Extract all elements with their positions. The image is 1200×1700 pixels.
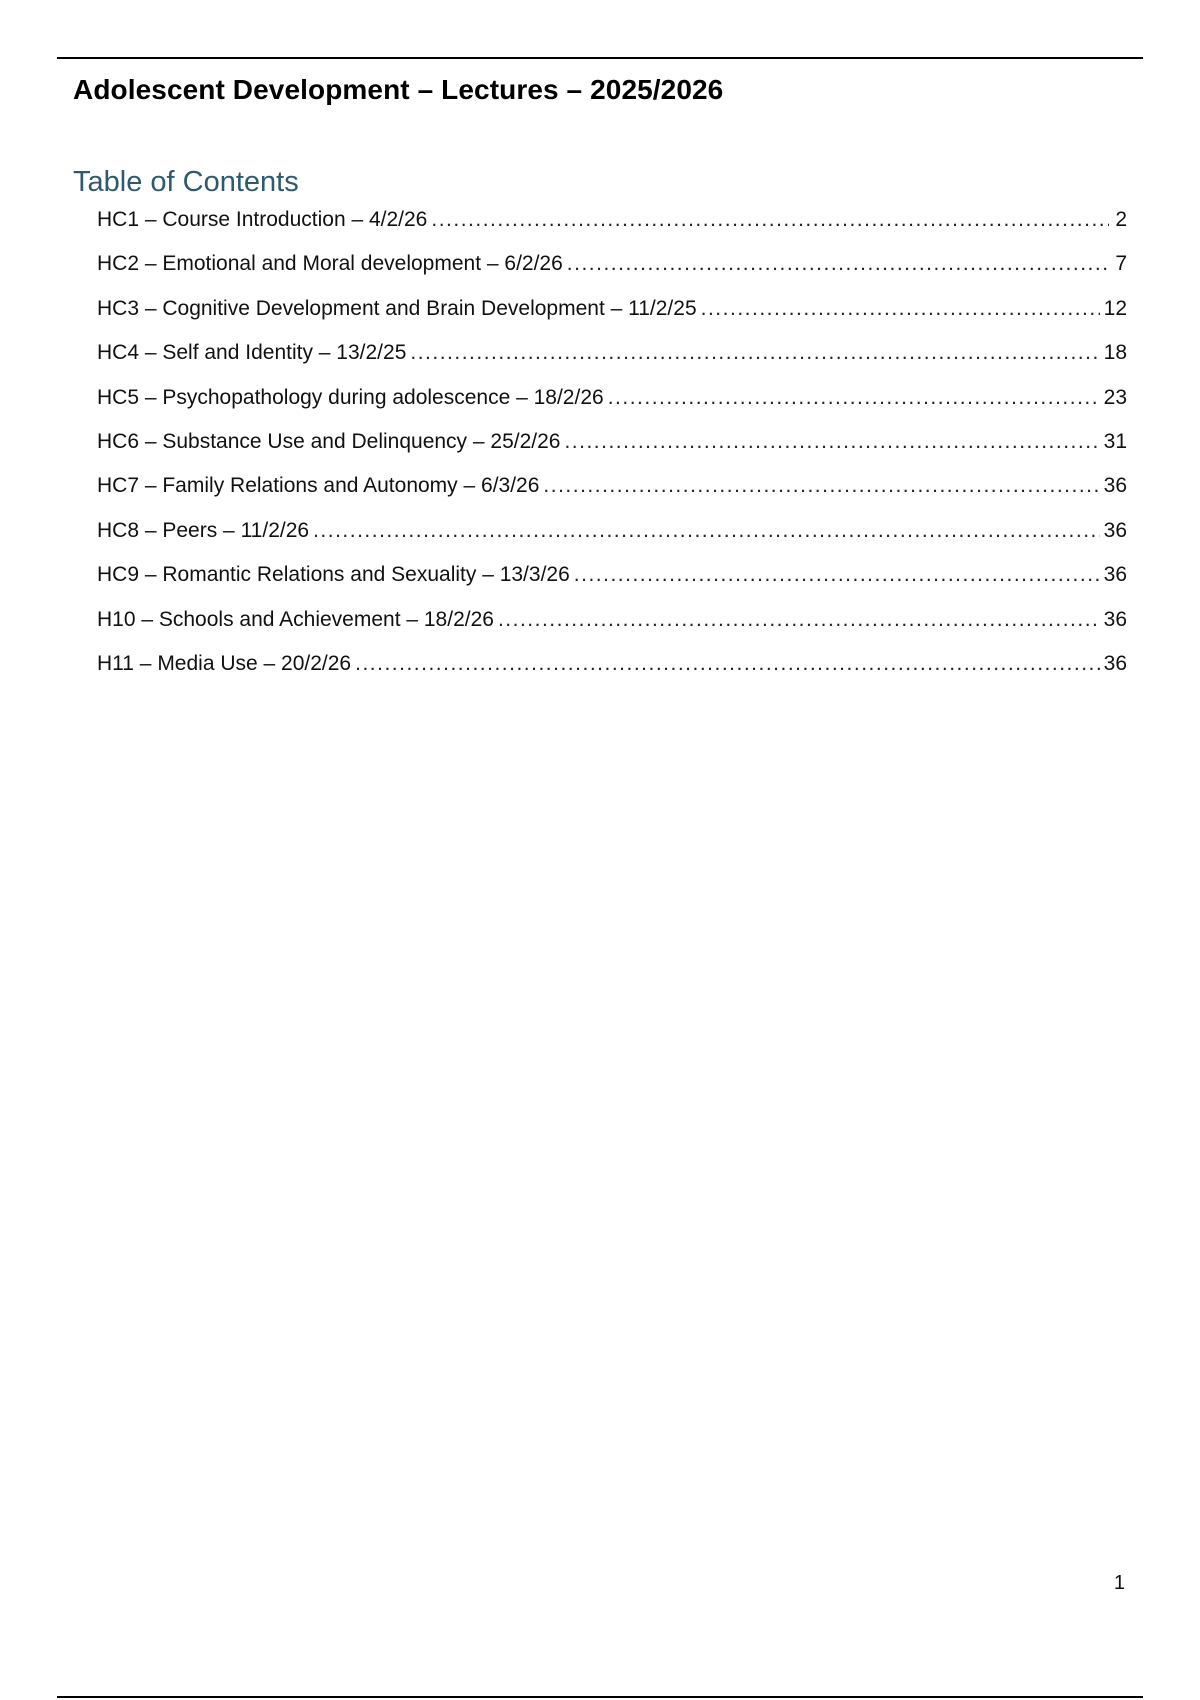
toc-entry-label: H11 – Media Use – 20/2/26 xyxy=(97,651,352,675)
toc-entry-h10[interactable] xyxy=(97,608,1127,652)
toc-entry-h11[interactable] xyxy=(97,652,1127,696)
table-of-contents xyxy=(97,208,1127,696)
toc-dot-leader xyxy=(567,252,1109,276)
toc-entry-label: HC8 – Peers – 11/2/26 xyxy=(97,518,310,542)
bottom-border-rule xyxy=(57,1696,1143,1698)
toc-entry-page: 31 xyxy=(1103,429,1127,453)
toc-dot-leader xyxy=(313,519,1100,543)
toc-entry-hc4[interactable] xyxy=(97,341,1127,385)
toc-entry-page: 18 xyxy=(1103,341,1127,365)
toc-entry-label: HC3 – Cognitive Development and Brain Development – 11/2/25 xyxy=(97,296,697,320)
toc-dot-leader xyxy=(355,652,1100,676)
top-border-rule xyxy=(57,57,1143,59)
toc-dot-leader xyxy=(608,386,1100,410)
toc-entry-page: 36 xyxy=(1103,474,1127,498)
toc-entry-label: H10 – Schools and Achievement – 18/2/26 xyxy=(97,607,494,631)
toc-entry-page: 12 xyxy=(1103,296,1127,320)
toc-entry-page: 23 xyxy=(1103,385,1127,409)
toc-entry-hc2[interactable] xyxy=(97,252,1127,296)
toc-entry-hc9[interactable] xyxy=(97,563,1127,607)
toc-entry-label: HC2 – Emotional and Moral development – 6/2/26 xyxy=(97,252,563,276)
toc-entry-page: 36 xyxy=(1103,607,1127,631)
toc-entry-label: HC9 – Romantic Relations and Sexuality – 13/3/26 xyxy=(97,563,570,587)
toc-entry-label: HC5 – Psychopathology during adolescence – 18/2/26 xyxy=(97,385,604,409)
toc-entry-label: HC7 – Family Relations and Autonomy – 6/3/26 xyxy=(97,474,540,498)
toc-dot-leader xyxy=(574,563,1100,587)
toc-entry-hc8[interactable] xyxy=(97,519,1127,563)
toc-dot-leader xyxy=(410,341,1099,365)
toc-entry-hc1[interactable] xyxy=(97,208,1127,252)
toc-entry-page: 7 xyxy=(1115,252,1127,276)
toc-entry-hc6[interactable] xyxy=(97,430,1127,474)
toc-dot-leader xyxy=(543,474,1099,498)
toc-entry-label: HC6 – Substance Use and Delinquency – 25/2/26 xyxy=(97,429,561,453)
toc-entry-page: 36 xyxy=(1103,651,1127,675)
toc-entry-hc5[interactable] xyxy=(97,386,1127,430)
toc-entry-label: HC1 – Course Introduction – 4/2/26 xyxy=(97,208,428,231)
toc-dot-leader xyxy=(701,297,1100,321)
toc-entry-label: HC4 – Self and Identity – 13/2/25 xyxy=(97,341,407,365)
toc-heading: Table of Contents xyxy=(73,166,299,198)
page-number: 1 xyxy=(1113,1572,1125,1594)
toc-entry-page: 2 xyxy=(1115,208,1127,231)
toc-entry-page: 36 xyxy=(1103,518,1127,542)
toc-dot-leader xyxy=(564,430,1099,454)
toc-entry-hc7[interactable] xyxy=(97,474,1127,518)
toc-dot-leader xyxy=(431,208,1109,232)
toc-dot-leader xyxy=(498,608,1100,632)
document-title: Adolescent Development – Lectures – 2025/2026 xyxy=(73,74,724,105)
toc-entry-hc3[interactable] xyxy=(97,297,1127,341)
toc-entry-page: 36 xyxy=(1103,563,1127,587)
